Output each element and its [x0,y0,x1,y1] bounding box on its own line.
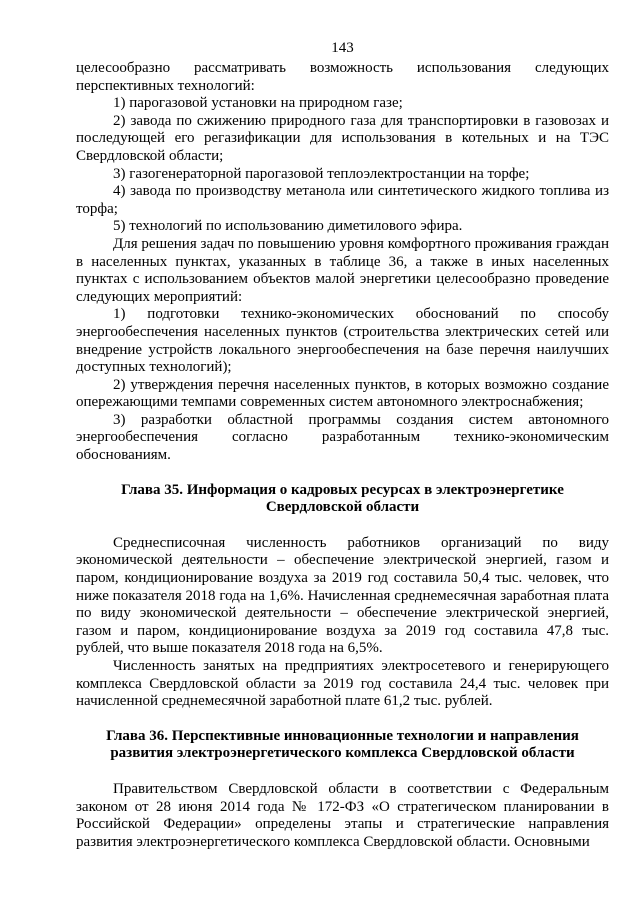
list-item: 1) подготовки технико-экономических обоснований по способу энергообеспечения населенных пунктов (строительства электрических сетей или внедрение устройств локального энергообеспечения на базе перечня наилучших доступных технологий); [76,306,609,376]
list-item: 3) газогенераторной парогазовой теплоэлектростанции на торфе; [113,165,530,182]
list-item: 1) парогазовой установки на природном газе; [113,95,403,112]
list-item: 3) разработки областной программы создания систем автономного энергообеспечения согласно разработанным технико-экономическим обоснованиям. [76,411,609,464]
paragraph: Для решения задач по повышению уровня комфортного проживания граждан в населенных пунктах, указанных в таблице 36, а также в иных населенных пунктах с использованием объектов малой энергетики целесообразно проведение следующих мероприятий: [76,235,609,305]
paragraph: Численность занятых на предприятиях электросетевого и генерирующего комплекса Свердловской области за 2019 год составила 24,4 тыс. человек при начисленной среднемесячной заработной плате 61,2 тыс. рублей. [76,658,609,710]
document-body [76,60,609,851]
paragraph: Правительством Свердловской области в соответствии с Федеральным законом от 28 июня 2014 года № 172-ФЗ «О стратегическом планировании в Российской Федерации» определены этапы и стратегические направления развития электроэнергетического комплекса Свердловской области. Основными [76,780,609,850]
page-number: 143 [331,40,354,56]
list-item: 4) завода по производству метанола или синтетического жидкого топлива из торфа; [76,183,609,217]
paragraph: целесообразно рассматривать возможность использования следующих перспективных технологий: [76,60,609,94]
chapter-35-heading: Глава 35. Информация о кадровых ресурсах в электроэнергетике Свердловской области [121,481,564,516]
chapter-36-heading: Глава 36. Перспективные инновационные технологии и направления развития электроэнергетического комплекса Свердловской области [106,727,579,762]
list-item: 2) завода по сжижению природного газа для транспортировки в газовозах и последующей его регазификации для использования в котельных и на ТЭС Свердловской области; [76,112,609,164]
paragraph: Среднесписочная численность работников организаций по виду экономической деятельности – обеспечение электрической энергией, газом и паром, кондиционирование воздуха за 2019 год составила 50,4 тыс. человек, что ниже показателя 2018 года на 1,6%. Начисленная среднемесячная заработная плата по виду экономической деятельности – обеспечение электрической энергией, газом и паром, кондиционирование воздуха за 2019 год составила 47,8 тыс. рублей, что выше показателя 2018 года на 6,5%. [76,534,609,657]
list-item: 5) технологий по использованию диметилового эфира. [113,218,463,235]
list-item: 2) утверждения перечня населенных пунктов, в которых возможно создание опережающими темпами современных систем автономного электроснабжения; [76,376,609,411]
